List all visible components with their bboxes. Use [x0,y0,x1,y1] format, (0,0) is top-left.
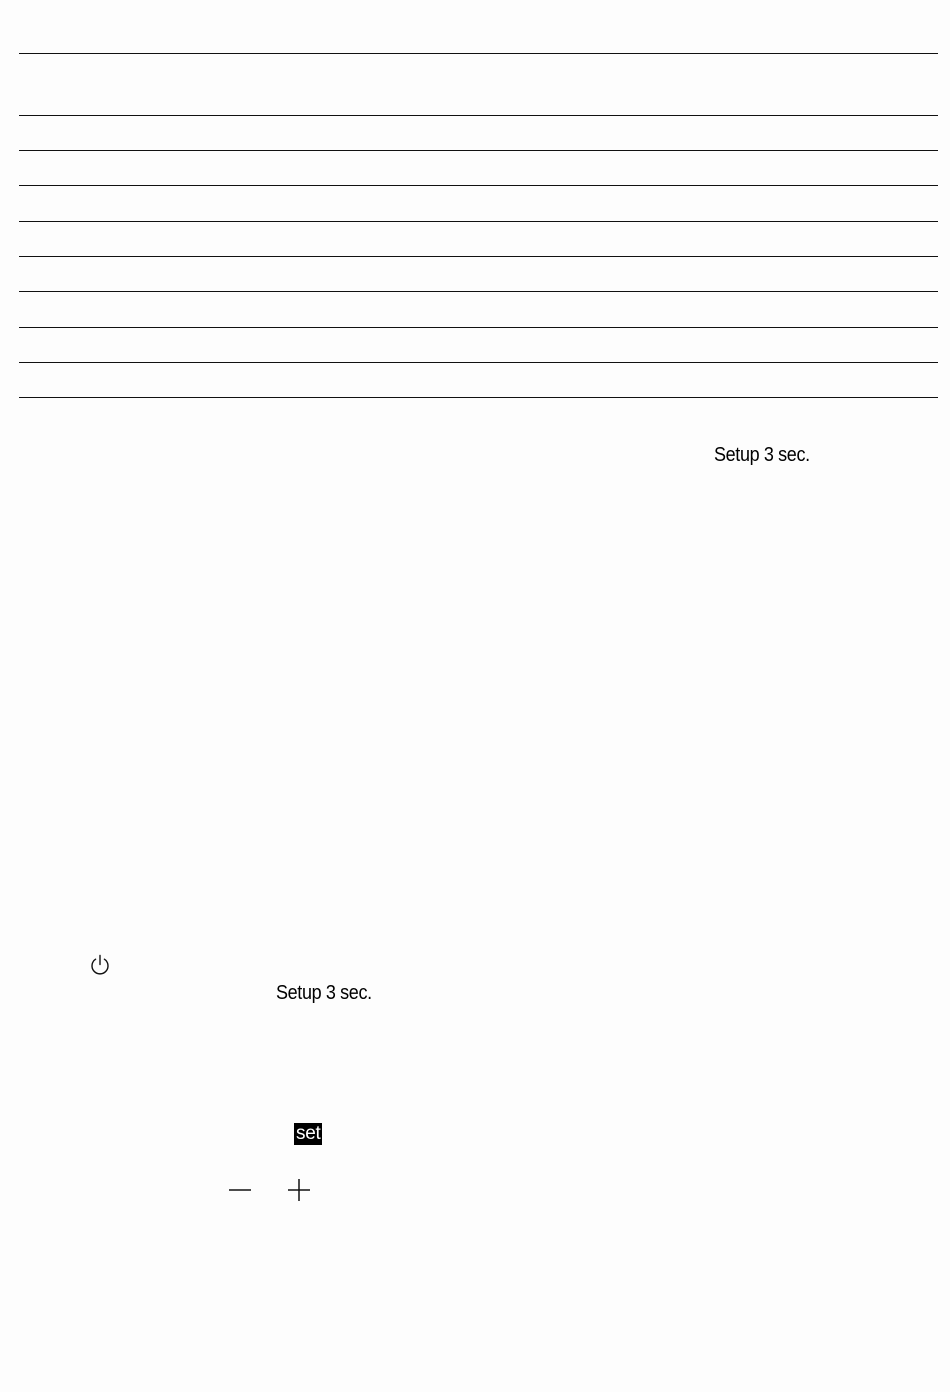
set-button[interactable]: set [296,1123,321,1144]
table-rule-row [19,291,938,292]
table-rule-row [19,221,938,222]
table-rule-bottom [19,397,938,398]
table-rule-header [19,115,938,116]
setup-hint-label: Setup 3 sec. [276,982,372,1004]
table-rule-row [19,327,938,328]
power-icon[interactable] [89,954,111,976]
table-rule-top [19,53,938,54]
setup-hint-label: Setup 3 sec. [714,444,810,466]
table-rule-row [19,185,938,186]
plus-icon[interactable] [287,1178,311,1202]
minus-icon[interactable] [228,1178,252,1202]
table-rule-row [19,150,938,151]
table-rule-row [19,256,938,257]
table-rule-row [19,362,938,363]
